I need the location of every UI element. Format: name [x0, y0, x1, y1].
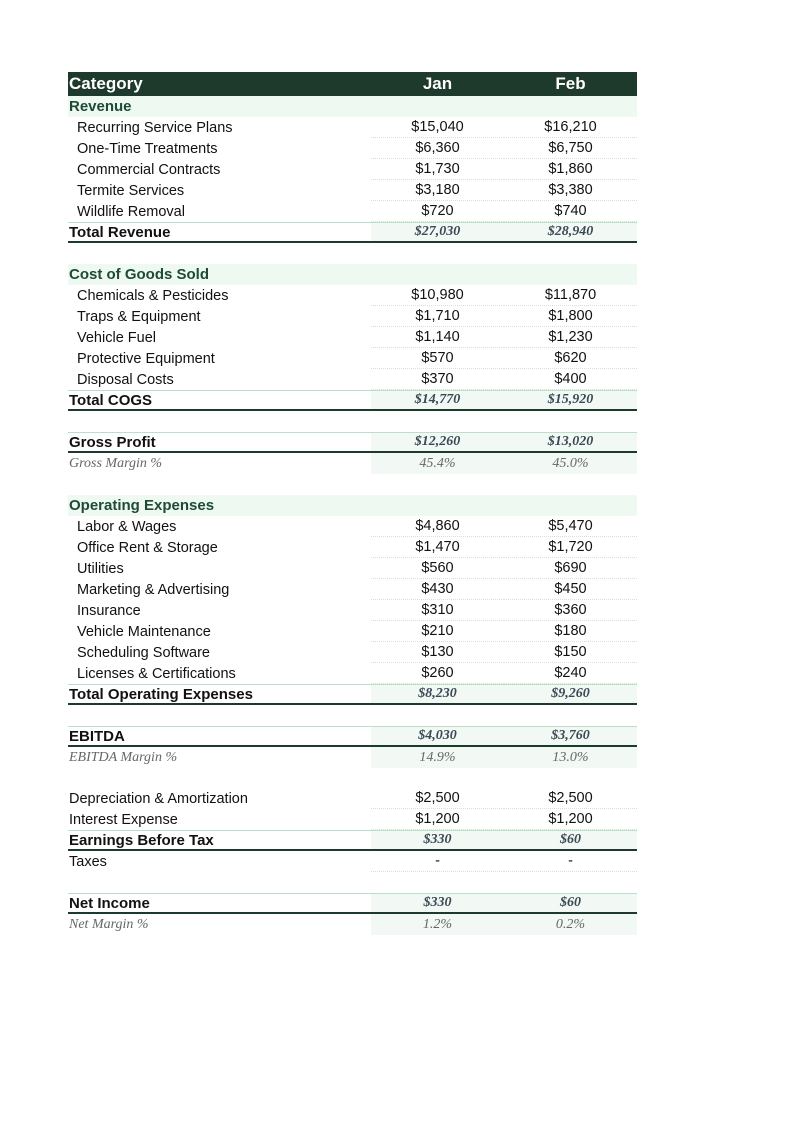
row-label: Chemicals & Pesticides [77, 287, 229, 304]
cell-feb: $6,750 [504, 138, 637, 159]
cell-jan: $15,040 [371, 117, 504, 138]
cell-jan: $6,360 [371, 138, 504, 159]
cell-feb: $9,260 [504, 685, 637, 703]
cell-feb: $1,800 [504, 306, 637, 327]
income-statement-table [68, 72, 637, 935]
cell-jan: 1.2% [371, 914, 504, 935]
row-label: EBITDA [69, 727, 125, 745]
row-label: Disposal Costs [77, 371, 174, 388]
row-label: Insurance [77, 602, 141, 619]
row-label: Labor & Wages [77, 518, 177, 535]
cell-feb: $400 [504, 369, 637, 390]
cell-feb: $690 [504, 558, 637, 579]
cell-feb: $11,870 [504, 285, 637, 306]
table-row [68, 621, 637, 642]
row-label: Wildlife Removal [77, 203, 185, 220]
table-row [68, 117, 637, 138]
section-opex [68, 495, 637, 516]
cell-jan: $560 [371, 558, 504, 579]
net-income-row [68, 893, 637, 914]
taxes-row [68, 851, 637, 872]
cell-feb: - [504, 851, 637, 872]
cell-jan: $1,730 [371, 159, 504, 180]
row-label: Traps & Equipment [77, 308, 201, 325]
row-label: Total Revenue [69, 223, 171, 241]
table-row [68, 348, 637, 369]
row-label: Gross Profit [69, 433, 156, 451]
ebitda-row [68, 726, 637, 747]
gross-margin-row [68, 453, 637, 474]
cell-jan: $210 [371, 621, 504, 642]
header-jan: Jan [422, 74, 453, 93]
header-category: Category [69, 74, 143, 93]
cell-jan: $330 [371, 831, 504, 849]
cell-feb: $150 [504, 642, 637, 663]
cell-feb: $1,200 [504, 809, 637, 830]
cell-jan: $12,260 [371, 433, 504, 451]
cell-feb: $1,720 [504, 537, 637, 558]
cell-feb: 13.0% [504, 747, 637, 768]
cell-feb: 45.0% [504, 453, 637, 474]
row-label: One-Time Treatments [77, 140, 218, 157]
cell-feb: $13,020 [504, 433, 637, 451]
cell-jan: $1,140 [371, 327, 504, 348]
row-label: Termite Services [77, 182, 185, 199]
table-row [68, 180, 637, 201]
cell-jan: $10,980 [371, 285, 504, 306]
table-row [68, 788, 637, 809]
section-revenue [68, 96, 637, 117]
section-title: Revenue [69, 98, 132, 115]
row-label: Earnings Before Tax [69, 831, 214, 849]
table-row [68, 138, 637, 159]
cell-feb: $28,940 [504, 223, 637, 241]
table-row [68, 159, 637, 180]
row-label: Net Income [69, 894, 150, 912]
cell-feb: $16,210 [504, 117, 637, 138]
row-label: Office Rent & Storage [77, 539, 218, 556]
cell-jan: $370 [371, 369, 504, 390]
section-title: Cost of Goods Sold [69, 266, 209, 283]
ebitda-margin-row [68, 747, 637, 768]
row-label: Commercial Contracts [77, 161, 221, 178]
ebt-row [68, 830, 637, 851]
cell-jan: $570 [371, 348, 504, 369]
row-label: Protective Equipment [77, 350, 215, 367]
row-label: Net Margin % [69, 916, 149, 932]
total-opex-row [68, 684, 637, 705]
cell-jan: $720 [371, 201, 504, 222]
row-label: Scheduling Software [77, 644, 210, 661]
cell-feb: $360 [504, 600, 637, 621]
cell-jan: $8,230 [371, 685, 504, 703]
cell-jan: $260 [371, 663, 504, 684]
cell-feb: $3,760 [504, 727, 637, 745]
table-row [68, 579, 637, 600]
cell-jan: $4,030 [371, 727, 504, 745]
cell-jan: $1,710 [371, 306, 504, 327]
cell-feb: $60 [504, 831, 637, 849]
cell-jan: $310 [371, 600, 504, 621]
cell-feb: $740 [504, 201, 637, 222]
cell-feb: $3,380 [504, 180, 637, 201]
net-margin-row [68, 914, 637, 935]
row-label: Total Operating Expenses [69, 685, 253, 703]
cell-feb: $450 [504, 579, 637, 600]
table-row [68, 558, 637, 579]
cell-feb: $240 [504, 663, 637, 684]
row-label: Vehicle Fuel [77, 329, 156, 346]
row-label: Utilities [77, 560, 124, 577]
cell-feb: $1,230 [504, 327, 637, 348]
cell-feb: $2,500 [504, 788, 637, 809]
cell-feb: 0.2% [504, 914, 637, 935]
row-label: Marketing & Advertising [77, 581, 230, 598]
cell-jan: - [371, 851, 504, 872]
row-label: Depreciation & Amortization [69, 790, 248, 807]
cell-jan: 14.9% [371, 747, 504, 768]
cell-jan: $1,200 [371, 809, 504, 830]
row-label: Licenses & Certifications [77, 665, 236, 682]
cell-jan: $4,860 [371, 516, 504, 537]
table-row [68, 285, 637, 306]
header-row [68, 72, 637, 96]
section-cogs [68, 264, 637, 285]
cell-feb: $180 [504, 621, 637, 642]
row-label: Gross Margin % [69, 455, 163, 471]
row-label: Vehicle Maintenance [77, 623, 211, 640]
table-row [68, 327, 637, 348]
table-row [68, 369, 637, 390]
row-label: Total COGS [69, 391, 153, 409]
cell-feb: $1,860 [504, 159, 637, 180]
row-label: Interest Expense [69, 811, 178, 828]
row-label: EBITDA Margin % [69, 749, 178, 765]
total-revenue-row [68, 222, 637, 243]
cell-feb: $60 [504, 894, 637, 912]
cell-feb: $620 [504, 348, 637, 369]
cell-jan: $2,500 [371, 788, 504, 809]
table-row [68, 642, 637, 663]
row-label: Recurring Service Plans [77, 119, 233, 136]
cell-jan: $1,470 [371, 537, 504, 558]
table-row [68, 600, 637, 621]
cell-jan: $130 [371, 642, 504, 663]
cell-jan: $330 [371, 894, 504, 912]
cell-jan: $27,030 [371, 223, 504, 241]
cell-feb: $5,470 [504, 516, 637, 537]
table-row [68, 306, 637, 327]
table-row [68, 516, 637, 537]
cell-jan: $430 [371, 579, 504, 600]
total-cogs-row [68, 390, 637, 411]
table-row [68, 537, 637, 558]
table-row [68, 809, 637, 830]
table-row [68, 663, 637, 684]
header-feb: Feb [555, 74, 586, 93]
cell-jan: $14,770 [371, 391, 504, 409]
cell-feb: $15,920 [504, 391, 637, 409]
row-label: Taxes [69, 853, 107, 870]
cell-jan: $3,180 [371, 180, 504, 201]
table-row [68, 201, 637, 222]
cell-jan: 45.4% [371, 453, 504, 474]
section-title: Operating Expenses [69, 497, 215, 514]
gross-profit-row [68, 432, 637, 453]
